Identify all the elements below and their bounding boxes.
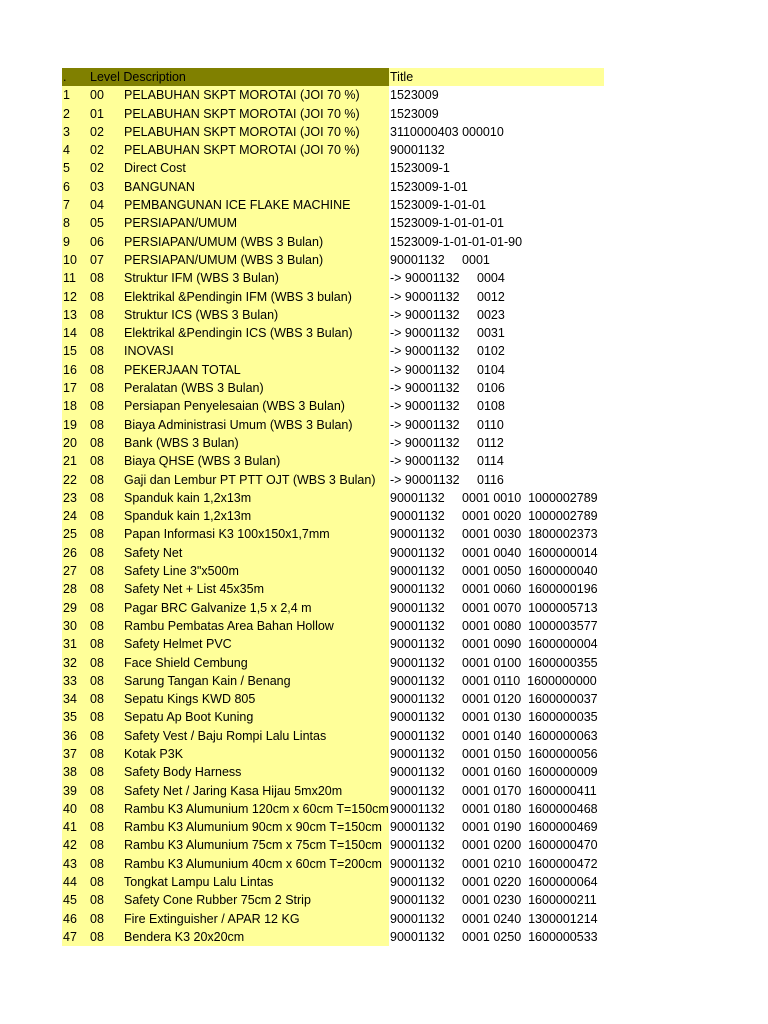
row-number: 10: [62, 251, 89, 269]
row-title: -> 90001132 0012: [389, 288, 604, 306]
row-level: 02: [89, 123, 123, 141]
table-row: [62, 800, 604, 818]
row-level: 08: [89, 708, 123, 726]
row-number: 9: [62, 233, 89, 251]
row-description: Kotak P3K: [123, 745, 389, 763]
row-title: -> 90001132 0114: [389, 452, 604, 470]
row-level: 08: [89, 324, 123, 342]
row-title: 90001132 0001 0250 1600000533: [389, 928, 604, 946]
row-level: 01: [89, 105, 123, 123]
row-level: 00: [89, 86, 123, 104]
row-number: 18: [62, 397, 89, 415]
table-row: [62, 727, 604, 745]
row-level: 08: [89, 818, 123, 836]
row-title: -> 90001132 0112: [389, 434, 604, 452]
row-level: 08: [89, 269, 123, 287]
row-number: 5: [62, 159, 89, 177]
row-description: Rambu K3 Alumunium 75cm x 75cm T=150cm: [123, 836, 389, 854]
row-title: -> 90001132 0031: [389, 324, 604, 342]
row-number: 26: [62, 544, 89, 562]
row-number: 12: [62, 288, 89, 306]
row-title: -> 90001132 0108: [389, 397, 604, 415]
table-row: [62, 123, 604, 141]
row-description: Sepatu Kings KWD 805: [123, 690, 389, 708]
row-level: 08: [89, 525, 123, 543]
row-level: 07: [89, 251, 123, 269]
row-number: 20: [62, 434, 89, 452]
table-row: [62, 855, 604, 873]
row-number: 15: [62, 342, 89, 360]
table-row: [62, 196, 604, 214]
row-description: Face Shield Cembung: [123, 654, 389, 672]
row-level: 08: [89, 434, 123, 452]
table-row: [62, 818, 604, 836]
row-description: PERSIAPAN/UMUM (WBS 3 Bulan): [123, 251, 389, 269]
row-description: Spanduk kain 1,2x13m: [123, 507, 389, 525]
row-title: 1523009-1-01: [389, 178, 604, 196]
row-level: 08: [89, 763, 123, 781]
row-title: 90001132 0001 0200 1600000470: [389, 836, 604, 854]
row-title: -> 90001132 0023: [389, 306, 604, 324]
table-row: [62, 214, 604, 232]
table-row: [62, 159, 604, 177]
table-row: [62, 708, 604, 726]
row-description: PELABUHAN SKPT MOROTAI (JOI 70 %): [123, 105, 389, 123]
table-row: [62, 269, 604, 287]
row-title: -> 90001132 0104: [389, 361, 604, 379]
table-row: [62, 617, 604, 635]
row-title: 90001132 0001 0020 1000002789: [389, 507, 604, 525]
row-title: -> 90001132 0116: [389, 471, 604, 489]
row-number: 11: [62, 269, 89, 287]
row-description: Pagar BRC Galvanize 1,5 x 2,4 m: [123, 599, 389, 617]
row-number: 19: [62, 416, 89, 434]
table-row: [62, 910, 604, 928]
table-row: [62, 635, 604, 653]
row-title: 90001132 0001 0220 1600000064: [389, 873, 604, 891]
row-description: Safety Cone Rubber 75cm 2 Strip: [123, 891, 389, 909]
row-number: 16: [62, 361, 89, 379]
row-description: Elektrikal &Pendingin IFM (WBS 3 bulan): [123, 288, 389, 306]
row-level: 03: [89, 178, 123, 196]
table-row: [62, 178, 604, 196]
row-level: 08: [89, 306, 123, 324]
table-row: [62, 873, 604, 891]
row-title: 1523009: [389, 105, 604, 123]
header-row: [62, 68, 604, 86]
row-title: 90001132 0001 0030 1800002373: [389, 525, 604, 543]
row-title: 90001132 0001 0010 1000002789: [389, 489, 604, 507]
row-description: Safety Net + List 45x35m: [123, 580, 389, 598]
table-row: [62, 654, 604, 672]
table-row: [62, 544, 604, 562]
row-description: Tongkat Lampu Lalu Lintas: [123, 873, 389, 891]
row-level: 08: [89, 617, 123, 635]
row-number: 30: [62, 617, 89, 635]
row-level: 08: [89, 599, 123, 617]
row-number: 44: [62, 873, 89, 891]
row-number: 33: [62, 672, 89, 690]
table-row: [62, 361, 604, 379]
row-description: Peralatan (WBS 3 Bulan): [123, 379, 389, 397]
row-title: 90001132 0001 0060 1600000196: [389, 580, 604, 598]
row-title: 1523009-1: [389, 159, 604, 177]
row-level: 08: [89, 544, 123, 562]
row-number: 7: [62, 196, 89, 214]
row-number: 35: [62, 708, 89, 726]
row-level: 08: [89, 654, 123, 672]
row-number: 40: [62, 800, 89, 818]
row-description: BANGUNAN: [123, 178, 389, 196]
row-level: 08: [89, 891, 123, 909]
row-description: PEMBANGUNAN ICE FLAKE MACHINE: [123, 196, 389, 214]
row-number: 46: [62, 910, 89, 928]
row-description: PERSIAPAN/UMUM: [123, 214, 389, 232]
table-row: [62, 525, 604, 543]
table-row: [62, 672, 604, 690]
row-level: 08: [89, 782, 123, 800]
header-no: .: [62, 68, 89, 86]
header-level-description: Level Description: [89, 68, 389, 86]
row-description: Safety Net / Jaring Kasa Hijau 5mx20m: [123, 782, 389, 800]
row-description: PERSIAPAN/UMUM (WBS 3 Bulan): [123, 233, 389, 251]
row-number: 31: [62, 635, 89, 653]
row-level: 08: [89, 489, 123, 507]
row-number: 36: [62, 727, 89, 745]
row-title: 90001132 0001 0190 1600000469: [389, 818, 604, 836]
row-title: 90001132 0001 0120 1600000037: [389, 690, 604, 708]
row-number: 2: [62, 105, 89, 123]
row-description: PELABUHAN SKPT MOROTAI (JOI 70 %): [123, 141, 389, 159]
row-level: 08: [89, 727, 123, 745]
row-title: 1523009-1-01-01-01: [389, 214, 604, 232]
row-description: Direct Cost: [123, 159, 389, 177]
row-number: 17: [62, 379, 89, 397]
row-number: 3: [62, 123, 89, 141]
table-row: [62, 434, 604, 452]
row-title: 90001132 0001 0180 1600000468: [389, 800, 604, 818]
table-row: [62, 763, 604, 781]
row-level: 08: [89, 928, 123, 946]
row-title: -> 90001132 0106: [389, 379, 604, 397]
row-description: Rambu K3 Alumunium 40cm x 60cm T=200cm: [123, 855, 389, 873]
table-row: [62, 379, 604, 397]
row-title: 90001132 0001 0210 1600000472: [389, 855, 604, 873]
row-title: 1523009-1-01-01-01-90: [389, 233, 604, 251]
table-row: [62, 105, 604, 123]
row-level: 08: [89, 836, 123, 854]
row-title: 90001132: [389, 141, 604, 159]
table-row: [62, 690, 604, 708]
table-row: [62, 836, 604, 854]
row-title: 90001132 0001 0050 1600000040: [389, 562, 604, 580]
row-description: Biaya QHSE (WBS 3 Bulan): [123, 452, 389, 470]
row-level: 08: [89, 361, 123, 379]
row-description: Rambu Pembatas Area Bahan Hollow: [123, 617, 389, 635]
row-level: 08: [89, 397, 123, 415]
row-title: -> 90001132 0004: [389, 269, 604, 287]
row-description: Gaji dan Lembur PT PTT OJT (WBS 3 Bulan): [123, 471, 389, 489]
row-description: Biaya Administrasi Umum (WBS 3 Bulan): [123, 416, 389, 434]
row-title: 90001132 0001 0240 1300001214: [389, 910, 604, 928]
row-level: 08: [89, 580, 123, 598]
row-level: 08: [89, 342, 123, 360]
table-body: [62, 86, 604, 946]
row-description: Sepatu Ap Boot Kuning: [123, 708, 389, 726]
row-title: -> 90001132 0102: [389, 342, 604, 360]
row-title: 90001132 0001 0170 1600000411: [389, 782, 604, 800]
table-row: [62, 397, 604, 415]
row-number: 32: [62, 654, 89, 672]
row-level: 08: [89, 800, 123, 818]
table-row: [62, 599, 604, 617]
row-description: Safety Helmet PVC: [123, 635, 389, 653]
table-row: [62, 891, 604, 909]
table-row: [62, 489, 604, 507]
table-row: [62, 288, 604, 306]
row-number: 21: [62, 452, 89, 470]
row-description: Safety Net: [123, 544, 389, 562]
row-title: 90001132 0001 0140 1600000063: [389, 727, 604, 745]
row-number: 42: [62, 836, 89, 854]
row-level: 02: [89, 141, 123, 159]
row-level: 08: [89, 690, 123, 708]
row-number: 13: [62, 306, 89, 324]
row-number: 39: [62, 782, 89, 800]
table-row: [62, 745, 604, 763]
table-row: [62, 507, 604, 525]
table-row: [62, 306, 604, 324]
row-title: 90001132 0001: [389, 251, 604, 269]
table-row: [62, 86, 604, 104]
row-number: 24: [62, 507, 89, 525]
row-number: 41: [62, 818, 89, 836]
row-description: Safety Line 3"x500m: [123, 562, 389, 580]
header-title: Title: [389, 68, 604, 86]
table-row: [62, 562, 604, 580]
row-title: 1523009: [389, 86, 604, 104]
row-level: 05: [89, 214, 123, 232]
row-number: 8: [62, 214, 89, 232]
row-description: PELABUHAN SKPT MOROTAI (JOI 70 %): [123, 86, 389, 104]
row-level: 08: [89, 288, 123, 306]
row-title: -> 90001132 0110: [389, 416, 604, 434]
row-level: 08: [89, 910, 123, 928]
row-description: Fire Extinguisher / APAR 12 KG: [123, 910, 389, 928]
row-title: 90001132 0001 0090 1600000004: [389, 635, 604, 653]
row-title: 90001132 0001 0230 1600000211: [389, 891, 604, 909]
row-level: 08: [89, 635, 123, 653]
row-level: 08: [89, 507, 123, 525]
table-row: [62, 251, 604, 269]
row-number: 45: [62, 891, 89, 909]
row-title: 90001132 0001 0130 1600000035: [389, 708, 604, 726]
row-description: Elektrikal &Pendingin ICS (WBS 3 Bulan): [123, 324, 389, 342]
row-title: 3110000403 000010: [389, 123, 604, 141]
row-level: 08: [89, 416, 123, 434]
table-row: [62, 452, 604, 470]
row-number: 43: [62, 855, 89, 873]
row-number: 14: [62, 324, 89, 342]
table-row: [62, 416, 604, 434]
row-description: Sarung Tangan Kain / Benang: [123, 672, 389, 690]
row-description: Safety Vest / Baju Rompi Lalu Lintas: [123, 727, 389, 745]
table-row: [62, 580, 604, 598]
row-description: Spanduk kain 1,2x13m: [123, 489, 389, 507]
row-number: 23: [62, 489, 89, 507]
row-number: 28: [62, 580, 89, 598]
row-description: PEKERJAAN TOTAL: [123, 361, 389, 379]
row-description: Struktur ICS (WBS 3 Bulan): [123, 306, 389, 324]
row-description: Struktur IFM (WBS 3 Bulan): [123, 269, 389, 287]
row-title: 90001132 0001 0080 1000003577: [389, 617, 604, 635]
row-level: 08: [89, 471, 123, 489]
row-number: 25: [62, 525, 89, 543]
row-title: 90001132 0001 0160 1600000009: [389, 763, 604, 781]
table-row: [62, 141, 604, 159]
row-level: 04: [89, 196, 123, 214]
row-level: 08: [89, 562, 123, 580]
row-number: 4: [62, 141, 89, 159]
row-title: 90001132 0001 0040 1600000014: [389, 544, 604, 562]
row-title: 90001132 0001 0070 1000005713: [389, 599, 604, 617]
row-description: INOVASI: [123, 342, 389, 360]
row-level: 06: [89, 233, 123, 251]
row-number: 1: [62, 86, 89, 104]
row-level: 08: [89, 873, 123, 891]
row-description: Bendera K3 20x20cm: [123, 928, 389, 946]
spreadsheet-table: [62, 68, 604, 946]
row-number: 37: [62, 745, 89, 763]
row-description: Papan Informasi K3 100x150x1,7mm: [123, 525, 389, 543]
row-level: 02: [89, 159, 123, 177]
row-number: 34: [62, 690, 89, 708]
table-row: [62, 342, 604, 360]
row-title: 1523009-1-01-01: [389, 196, 604, 214]
row-number: 47: [62, 928, 89, 946]
row-level: 08: [89, 745, 123, 763]
row-description: Rambu K3 Alumunium 90cm x 90cm T=150cm: [123, 818, 389, 836]
row-number: 22: [62, 471, 89, 489]
row-title: 90001132 0001 0150 1600000056: [389, 745, 604, 763]
row-description: Persiapan Penyelesaian (WBS 3 Bulan): [123, 397, 389, 415]
row-number: 38: [62, 763, 89, 781]
row-level: 08: [89, 672, 123, 690]
table-row: [62, 233, 604, 251]
table-row: [62, 471, 604, 489]
row-description: Safety Body Harness: [123, 763, 389, 781]
row-title: 90001132 0001 0100 1600000355: [389, 654, 604, 672]
row-description: PELABUHAN SKPT MOROTAI (JOI 70 %): [123, 123, 389, 141]
table-row: [62, 324, 604, 342]
row-description: Rambu K3 Alumunium 120cm x 60cm T=150cm: [123, 800, 389, 818]
row-level: 08: [89, 452, 123, 470]
row-number: 6: [62, 178, 89, 196]
row-number: 29: [62, 599, 89, 617]
row-level: 08: [89, 379, 123, 397]
row-number: 27: [62, 562, 89, 580]
table-row: [62, 782, 604, 800]
row-title: 90001132 0001 0110 1600000000: [389, 672, 604, 690]
row-level: 08: [89, 855, 123, 873]
table-row: [62, 928, 604, 946]
row-description: Bank (WBS 3 Bulan): [123, 434, 389, 452]
